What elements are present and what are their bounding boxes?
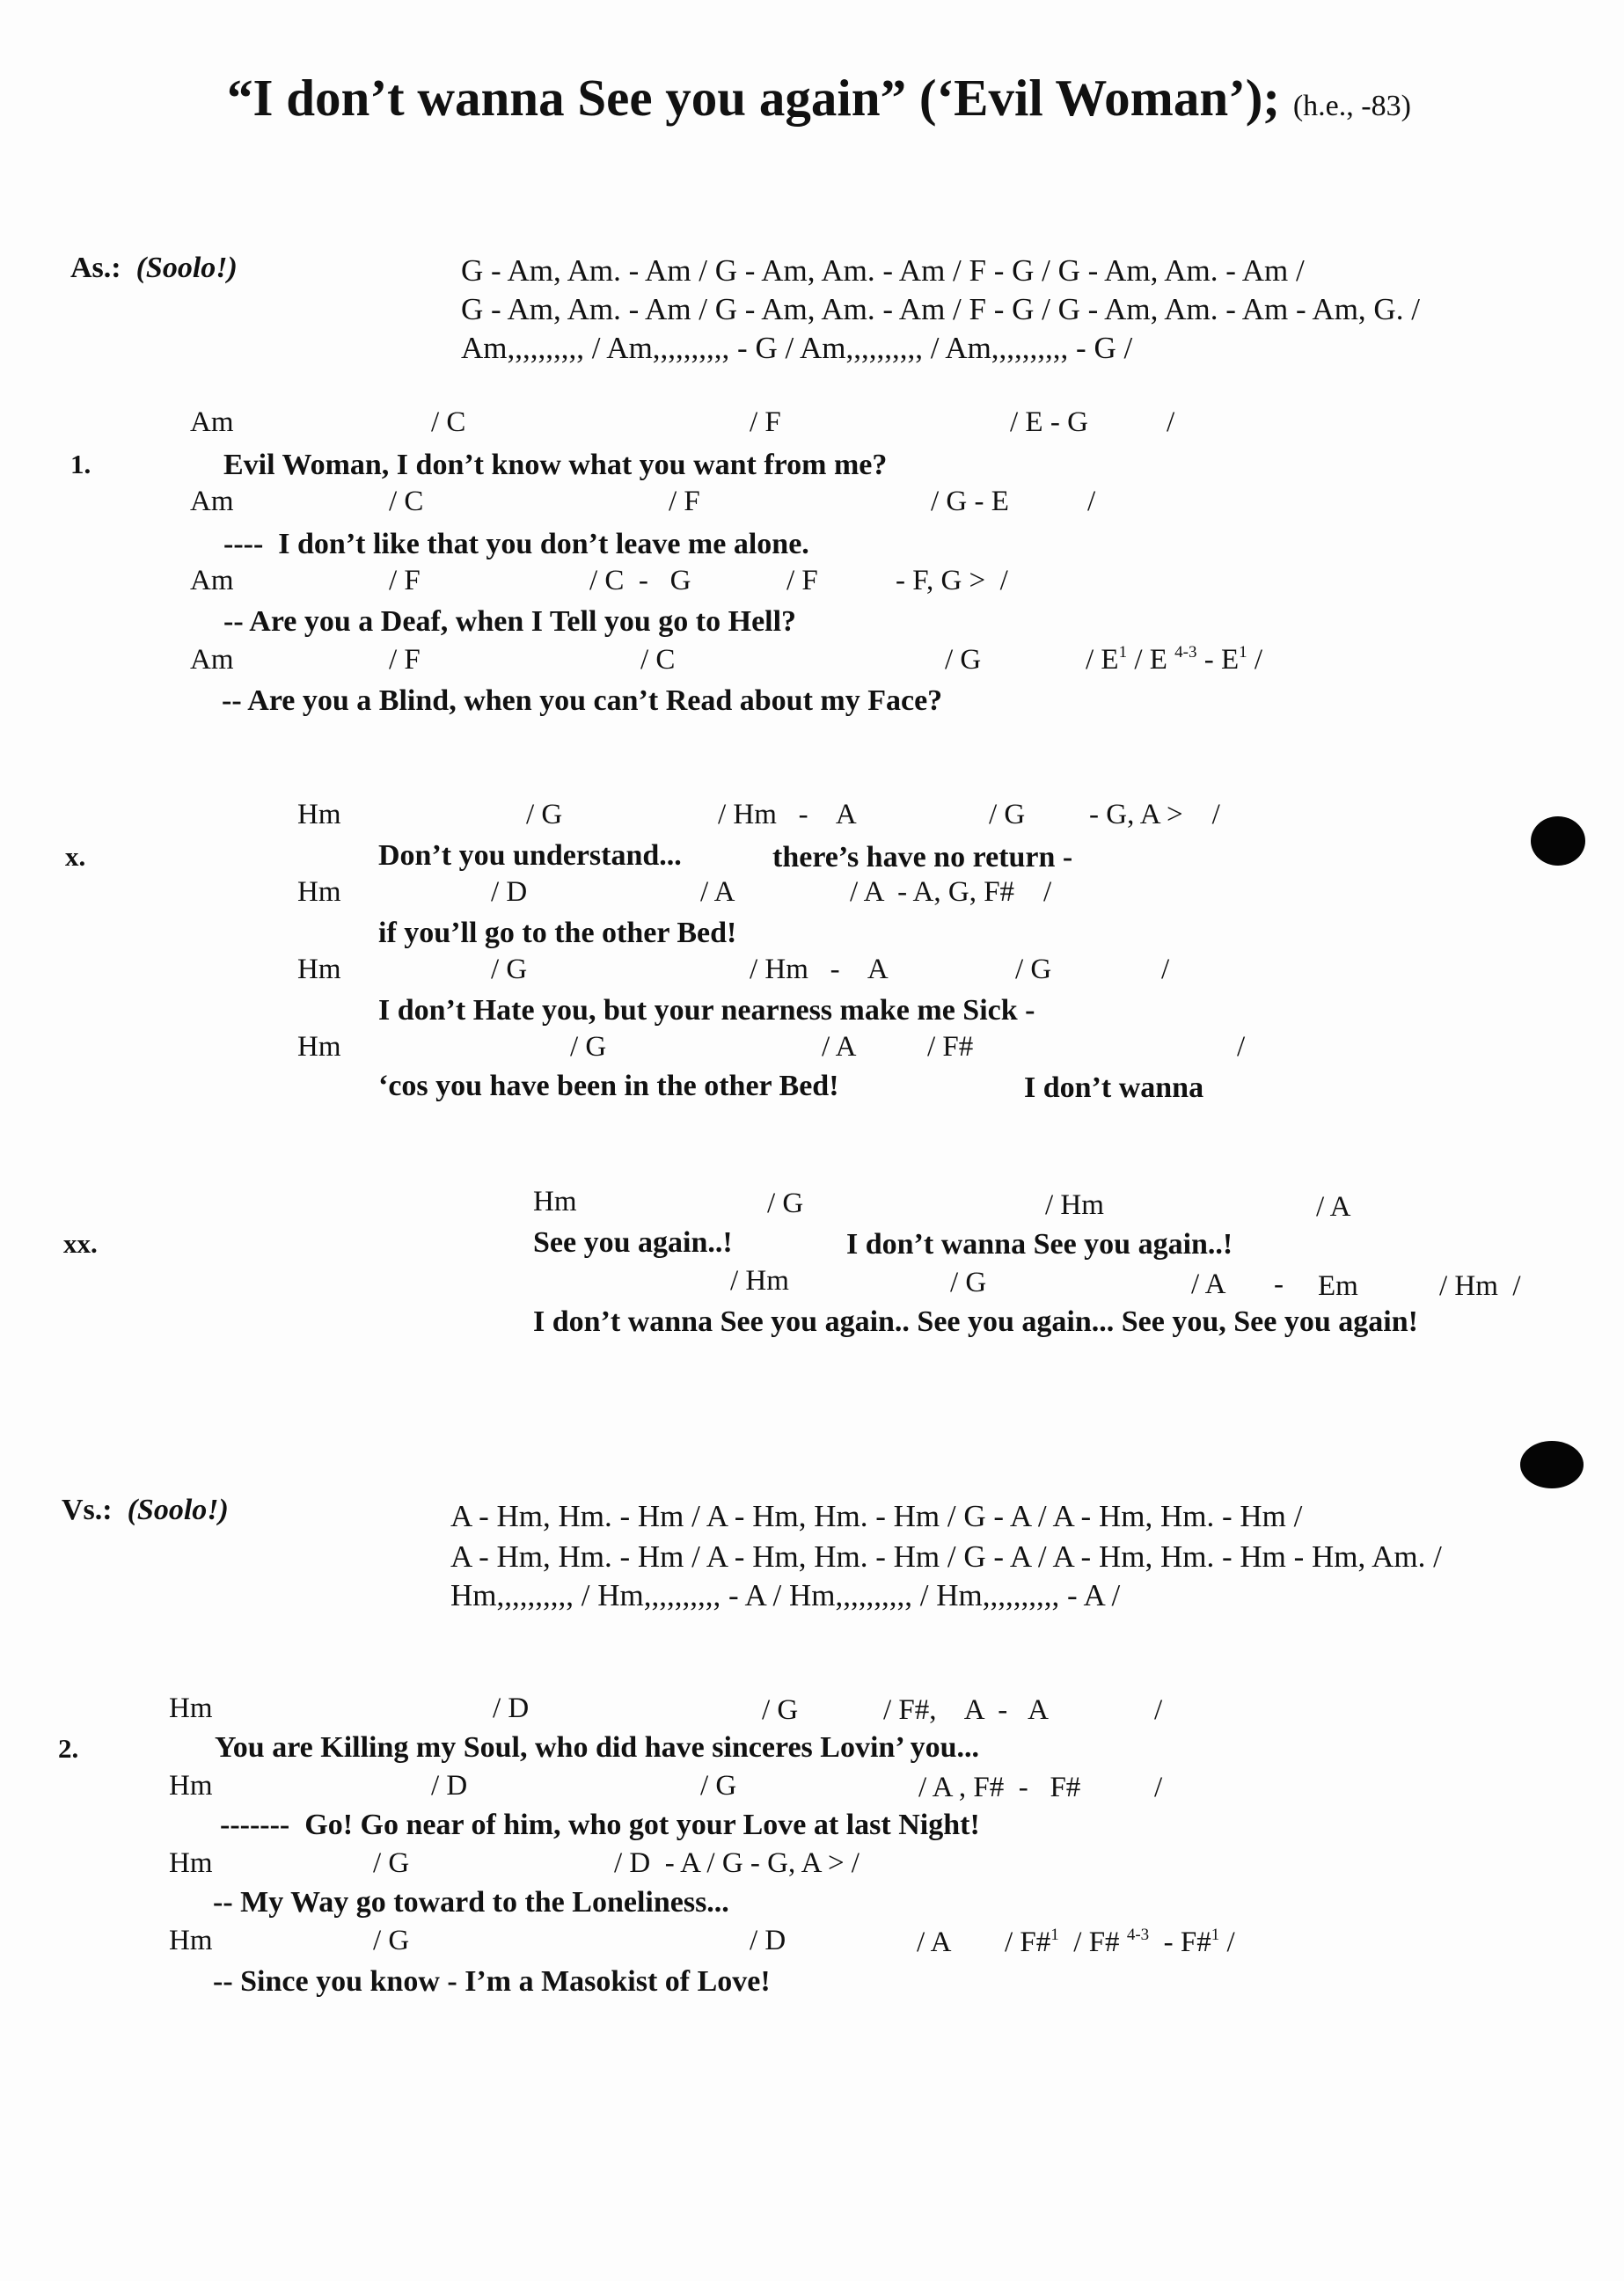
chord: / [1161,954,1170,985]
lyric-line-continuation: I don’t wanna See you again..! [846,1228,1233,1261]
lyric-line: ------- Go! Go near of him, who got your Love at last Night! [220,1809,980,1841]
lyric-line: -- Are you a Deaf, when I Tell you go to Hell? [223,605,797,638]
chord: / G [373,1925,410,1956]
intro-progression-line-3: Am,,,,,,,,,, / Am,,,,,,,,,, - G / Am,,,,,,,,,, / Am,,,,,,,,,, - G / [461,331,1133,365]
lyric-line: -- My Way go toward to the Loneliness... [213,1886,729,1919]
lyric-line: if you’ll go to the other Bed! [378,917,737,949]
chord: / G - E [931,486,1009,517]
chord: / F# [927,1031,974,1063]
chord: Hm [169,1847,213,1879]
chord: / G [767,1188,804,1219]
chord: / A , F# - F# [918,1772,1081,1803]
chord: Hm [169,1692,213,1724]
chord: Hm [297,1031,341,1063]
lyric-line: ‘cos you have been in the other Bed! [378,1070,839,1102]
chord: / G [570,1031,607,1063]
song-title-note: (h.e., -83) [1292,90,1411,122]
chord: / F [669,486,700,517]
chord: / Hm [1045,1189,1104,1221]
chord: / Hm / [1439,1270,1521,1302]
chord: / G [1015,954,1052,985]
chord: / A [700,876,735,908]
chord: / F [389,565,421,596]
chord: Hm [297,799,341,830]
chord: / C [389,486,424,517]
intro-progression-line-2: G - Am, Am. - Am / G - Am, Am. - Am / F - G / G - Am, Am. - Am - Am, G. / [461,292,1420,326]
lyric-line: ---- I don’t like that you don’t leave me alone. [223,528,809,560]
lyric-line: -- Are you a Blind, when you can’t Read about my Face? [222,684,943,717]
chord: / C [431,406,466,438]
chord: / A [822,1031,857,1063]
chord: Em [1318,1270,1358,1302]
chord: / [1087,486,1096,517]
chord: / [1237,1031,1246,1063]
chord: / G [989,799,1026,830]
chorus-marker: xx. [63,1228,98,1259]
chord: Am [190,565,234,596]
chord: / G [700,1770,737,1802]
chord: / A [1191,1268,1226,1300]
chord: / D [491,876,528,908]
lyric-line: Don’t you understand... [378,839,682,872]
interlude-progression-line-2: A - Hm, Hm. - Hm / A - Hm, Hm. - Hm / G - A / A - Hm, Hm. - Hm - Hm, Am. / [450,1539,1442,1574]
chord: / F#, A - A [883,1694,1049,1726]
ink-blot [1531,816,1585,866]
interlude-section-label: Vs.: (Soolo!) [62,1494,229,1526]
chord: / G [762,1694,799,1726]
chord: / A - A, G, F# / [850,876,1052,908]
chord: / D [431,1770,468,1802]
intro-solo-label: (Soolo!) [135,252,238,284]
chord: - G, A > / [1089,799,1220,830]
chord: / [1167,406,1175,438]
chord: / C [640,644,676,676]
chord: / Hm - A [750,954,889,985]
chord: / C - G [589,565,691,596]
chord: / G [373,1847,410,1879]
ink-blot [1520,1441,1584,1488]
lyric-line: I don’t wanna See you again.. See you again... See you, See you again! [533,1305,1418,1338]
lyric-line: You are Killing my Soul, who did have sinceres Lovin’ you... [215,1731,980,1764]
chord: / G [945,644,982,676]
chord: / D [493,1692,530,1724]
chord: Hm [169,1925,213,1956]
chord-e-suspension: / $E^1$ / E $^{4-3} - E^1$ / [1086,643,1263,676]
verse-2-marker: 2. [58,1733,79,1764]
chord: Hm [297,876,341,908]
chord-f-sharp-suspension: / F#$^1$ / F# $^{4-3}$ - F#$^1$ / [1005,1926,1235,1958]
chord: Am [190,644,234,676]
chord: Am [190,486,234,517]
chord: / E - G [1010,406,1088,438]
chord: / Hm [730,1265,789,1297]
chord: / F [750,406,781,438]
chord: / F [389,644,421,676]
verse-1-marker: 1. [70,449,91,479]
lyric-line: I don’t Hate you, but your nearness make me Sick - [378,994,1035,1027]
song-title [227,69,1411,127]
chord: / G [950,1267,987,1298]
chord: Hm [533,1186,577,1217]
lyric-line-continuation: there’s have no return - [772,841,1073,874]
intro-progression-line-1: G - Am, Am. - Am / G - Am, Am. - Am / F - G / G - Am, Am. - Am / [461,253,1305,288]
chord: / [1154,1772,1163,1803]
chord: Hm [169,1770,213,1802]
lyric-line: Evil Woman, I don’t know what you want from me? [223,449,888,481]
prechorus-marker: x. [65,841,86,872]
chord: / G [526,799,563,830]
interlude-progression-line-1: A - Hm, Hm. - Hm / A - Hm, Hm. - Hm / G - A / A - Hm, Hm. - Hm / [450,1499,1303,1533]
chord: / A [1316,1191,1351,1223]
chord: Am [190,406,234,438]
lyric-line-continuation: I don’t wanna [1024,1071,1204,1104]
interlude-solo-label: (Soolo!) [127,1494,229,1526]
chord: / G [491,954,528,985]
chord: / D - A / G - G, A > / [614,1847,860,1879]
lyric-line: See you again..! [533,1226,733,1259]
intro-section-label: As.: (Soolo!) [70,252,238,284]
lyric-line: -- Since you know - I’m a Masokist of Love! [213,1965,771,1998]
interlude-progression-line-3: Hm,,,,,,,,,, / Hm,,,,,,,,,, - A / Hm,,,,,,,,,, / Hm,,,,,,,,,, - A / [450,1578,1121,1612]
chord: / A [917,1926,952,1958]
song-title-main: “I don’t wanna See you again” (‘Evil Woman’); [227,69,1281,127]
chord: / [1154,1694,1163,1726]
chord: / Hm - A [718,799,857,830]
chord: / F [786,565,818,596]
chord: / D [750,1925,786,1956]
chord: - [1274,1268,1284,1300]
chord: Hm [297,954,341,985]
chord: - F, G > / [896,565,1008,596]
